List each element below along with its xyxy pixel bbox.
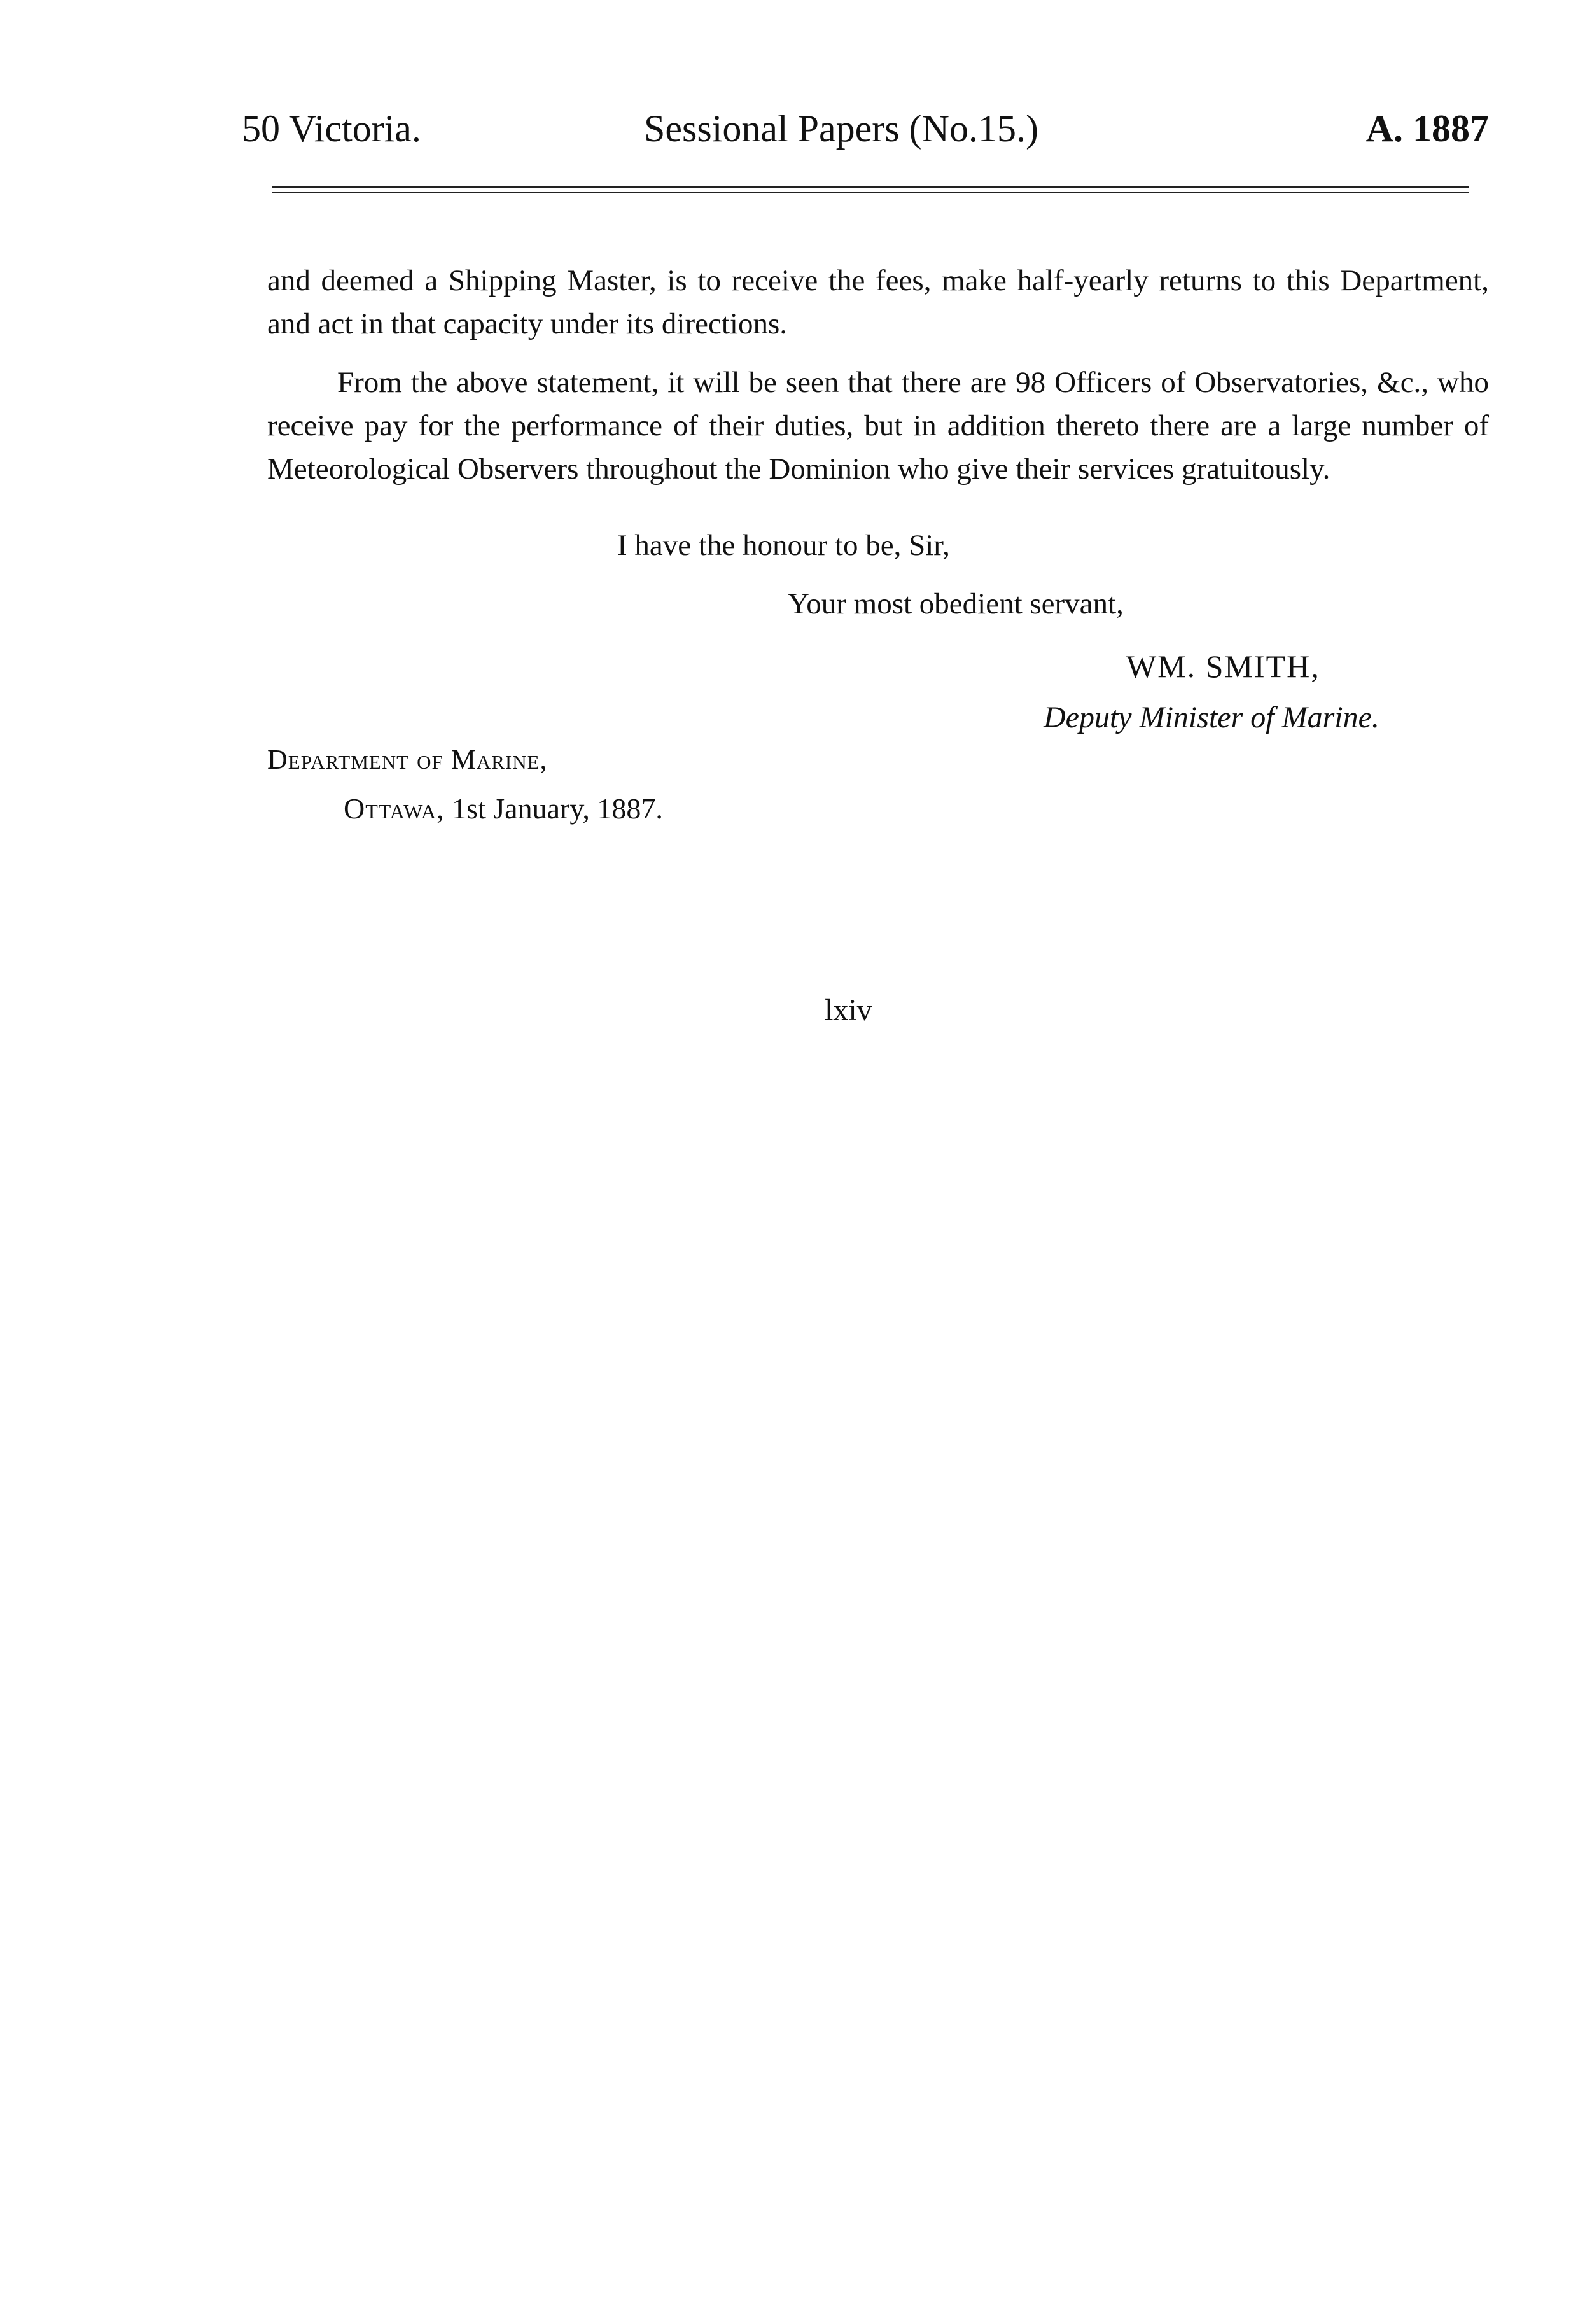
running-header: [242, 107, 1489, 158]
page-folio: lxiv: [825, 993, 872, 1027]
header-title: Sessional Papers (No.15.): [644, 108, 1038, 150]
place-date-line: [344, 792, 663, 825]
closing-salutation: I have the honour to be, Sir,: [617, 529, 950, 562]
signature-name: WM. SMITH,: [1126, 648, 1320, 684]
header-session: 50 Victoria.: [242, 108, 421, 150]
header-year: A. 1887: [1365, 108, 1489, 150]
header-rule-top: [272, 186, 1469, 188]
header-rule-bottom: [272, 192, 1469, 193]
paragraph-continuation: and deemed a Shipping Master, is to receive the fees, make half-yearly returns to this Department, and act in that capacity under its directions.: [267, 264, 1489, 340]
place-city: Ottawa,: [344, 792, 445, 825]
place-department: Department of Marine,: [267, 744, 548, 775]
place-date: 1st January, 1887.: [452, 792, 663, 825]
signature-title: Deputy Minister of Marine.: [1044, 701, 1379, 734]
paragraph-observers: From the above statement, it will be seen that there are 98 Officers of Observatories, &c., who receive pay for the performance of their duties, but in addition thereto there are a large number of Meteorological Observers throughout the Dominion who give their services gratuitously.: [267, 366, 1489, 486]
closing-servant: Your most obedient servant,: [788, 587, 1124, 620]
